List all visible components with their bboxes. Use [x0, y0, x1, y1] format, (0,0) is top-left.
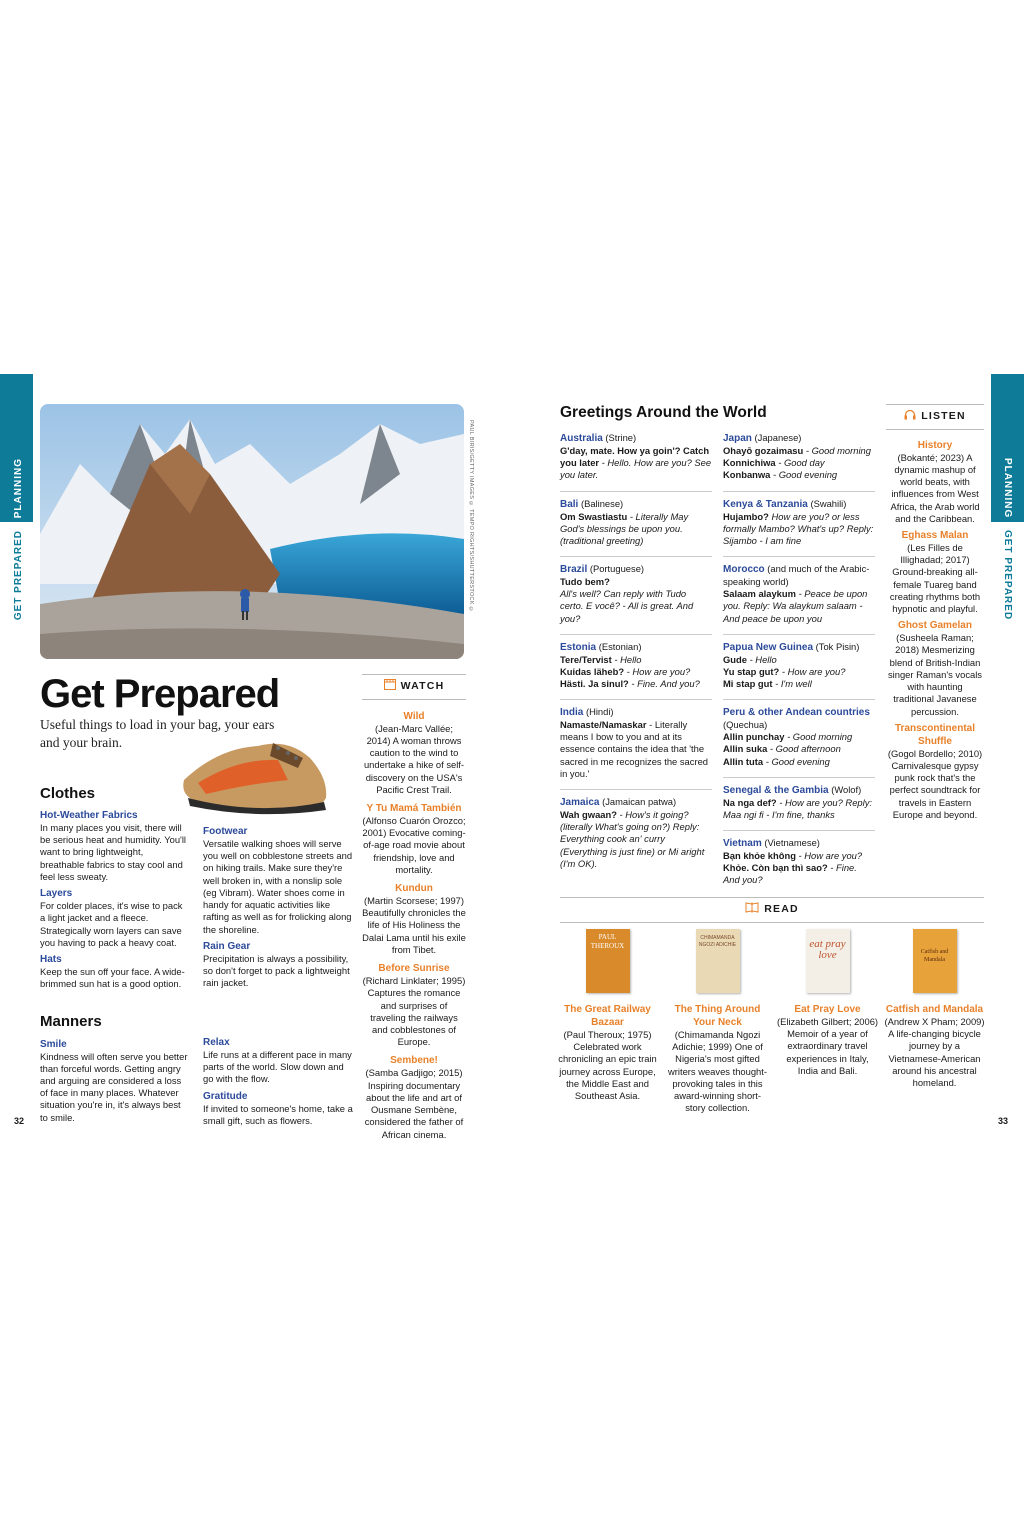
language: (Jamaican patwa) [599, 796, 677, 807]
language: (Strine) [602, 432, 637, 443]
item-text: In many places you visit, there will be serious heat and humidity. You'll want to bring lightweight, breathable fabrics to stay cool and feel less sweaty. [40, 822, 186, 882]
page-number-right: 33 [998, 1116, 1009, 1126]
item-title: Smile [40, 1038, 67, 1050]
meaning: - How are you? [624, 666, 691, 678]
meaning: - How's it going? (literally What's going on?) Reply: Everything cook an' curry (Everything is just fine) or Mi aright (I'm OK). [560, 809, 705, 869]
greeting-jamaica [560, 796, 712, 870]
country-name: Peru & other Andean countries [723, 707, 870, 718]
book-cover: CHIMAMANDA NGOZI ADICHIE [696, 929, 740, 993]
item-title: Hot-Weather Fabrics [40, 810, 138, 821]
greeting-bali [560, 498, 712, 548]
page-title: Get Prepared [40, 672, 280, 716]
phrase: Na nga def? [723, 797, 777, 808]
book-catfish-and-mandala [882, 929, 987, 1089]
meaning: - Peace be upon you. Reply: Wa alaykum salaam - And peace be upon you [723, 588, 868, 624]
meaning: - I'm well [772, 678, 812, 690]
meaning: - Good day [775, 457, 825, 469]
clothes-section [40, 784, 190, 804]
book-thing-around-your-neck [665, 929, 770, 1115]
meaning: - Literally means I bow to you and at its essence contains the idea that 'the sacred in me recognizes the sacred in you.' [560, 719, 708, 779]
language: (Swahili) [807, 498, 847, 509]
meaning: - Hello [611, 654, 642, 665]
phrase: Hujambo? [723, 511, 769, 522]
meaning: - Good afternoon [767, 743, 841, 755]
item-title: Rain Gear [203, 940, 251, 952]
country-name: Brazil [560, 564, 588, 575]
book-title: The Thing Around Your Neck [674, 1004, 761, 1028]
country-name: Papua New Guinea [723, 642, 814, 653]
book-great-railway-bazaar [555, 929, 660, 1102]
greeting-kenya-tanzania [723, 498, 875, 548]
language: (Vietnamese) [761, 837, 820, 848]
book-title: Catfish and Mandala [885, 1004, 984, 1015]
meaning: All's well? Can reply with Tudo certo. E você? - All is great. And you? [560, 588, 694, 624]
item-title: Relax [203, 1037, 230, 1048]
phrase: Salaam alaykum [723, 588, 796, 600]
language: (Wolof) [828, 784, 862, 795]
language: (Hindi) [583, 706, 614, 717]
greeting-morocco [723, 563, 875, 625]
divider [723, 491, 875, 492]
phrase: Tere/Tervist [560, 654, 612, 665]
book-text: (Andrew X Pham; 2009) A life-changing bicycle journey by a Vietnamese-American around his ancestral homeland. [884, 1016, 985, 1089]
item-title: Hats [40, 953, 62, 965]
phrase: Khỏe. Còn bạn thì sao? [723, 862, 828, 874]
film-text: (Jean-Marc Vallée; 2014) A woman throws caution to the wind to undertake a hike of self-discovery on the USA's Pacific Crest Trail. [363, 722, 465, 795]
language: (and much of the Arabic-speaking world) [723, 563, 870, 587]
listen-header [886, 404, 984, 430]
watch-section [362, 674, 466, 1143]
phrase: Kuidas läheb? [560, 666, 625, 678]
book-cover: PAUL THEROUX [586, 929, 630, 993]
listen-section [886, 404, 984, 823]
country-name: Kenya & Tanzania [723, 499, 808, 510]
film-text: (Martin Scorsese; 1997) Beautifully chronicles the life of His Holiness the Dalai Lama until his exile from Tibet. [362, 895, 466, 955]
greeting-png [723, 641, 875, 691]
meaning: - Good morning [803, 445, 871, 456]
greeting-brazil [560, 563, 712, 625]
phrase: Tudo bem? [560, 576, 610, 587]
item-text: Kindness will often serve you better than forceful words. Getting angry and arguing are considered a loss of face in many places. Whatever situation you're in, it's always best to smile. [40, 1050, 188, 1123]
divider [560, 491, 712, 492]
language: (Quechua) [723, 719, 768, 730]
read-section [560, 897, 984, 923]
meaning: How are you? or less formally Mambo? What's up? Reply: Sijambo - I am fine [723, 511, 874, 547]
greeting-peru [723, 706, 875, 768]
book-text: (Paul Theroux; 1975) Celebrated work chronicling an epic train journey across Europe, the Middle East and Southeast Asia. [558, 1029, 657, 1102]
greeting-australia [560, 432, 712, 482]
manners-col-1 [40, 1012, 190, 1126]
country-name: Vietnam [723, 838, 762, 849]
phrase: Wah gwaan? [560, 809, 617, 820]
meaning: - Hello. How are you? See you later. [560, 457, 712, 481]
country-name: India [560, 707, 584, 718]
item-text: If invited to someone's home, take a small gift, such as flowers. [203, 1102, 353, 1126]
phrase: Om Swastiastu [560, 511, 628, 522]
book-eat-pray-love [775, 929, 880, 1077]
phrase: Allin tuta [723, 755, 764, 767]
album-text: (Bokanté; 2023) A dynamic mashup of world beats, with influences from West Africa, the Arab world and the Caribbean. [890, 451, 980, 524]
meaning: - How are you? [795, 850, 863, 861]
clothes-col-2 [203, 825, 353, 991]
country-name: Bali [560, 499, 579, 510]
album-text: (Gogol Bordello; 2010) Carnivalesque gypsy punk rock that's the perfect soundtrack for travels in Eastern Europe and beyond. [887, 747, 983, 820]
listen-label: LISTEN [921, 410, 966, 422]
meaning: - Good evening [763, 755, 830, 767]
read-header [560, 897, 984, 923]
item-title: Footwear [203, 826, 248, 837]
item-text: Versatile walking shoes will serve you well on cobblestone streets and on hiking trails. Make sure they're well broken in, with a nonslip sole (eg Vibram). Water shoes come in handy for aquatic activities like rafting as well as for frolicking along the shoreline. [203, 838, 353, 935]
album-title: Eghass Malan [901, 529, 969, 541]
intro-text: Useful things to load in your bag, your ears and your brain. [40, 717, 275, 750]
hero-mountain-photo [40, 404, 464, 659]
meaning: - Good evening [770, 469, 838, 481]
divider [560, 634, 712, 635]
language: (Balinese) [578, 498, 624, 509]
divider [723, 830, 875, 831]
language: (Japanese) [751, 432, 802, 443]
film-title: Y Tu Mamá También [366, 802, 462, 814]
book-cover: Catfish and Mandala [913, 929, 957, 993]
language: (Tok Pisin) [813, 641, 860, 652]
phrase: Namaste/Namaskar [560, 719, 647, 730]
phrase: Ohayō gozaimasu [723, 445, 804, 456]
film-title: Sembene! [390, 1055, 438, 1067]
item-title: Layers [40, 888, 73, 900]
meaning: - Hello [746, 654, 777, 665]
item-text: Life runs at a different pace in many parts of the world. Slow down and go with the flow. [203, 1049, 352, 1085]
country-name: Estonia [560, 642, 597, 653]
meaning: - How are you? Reply: Maa ngi fi - I'm fine, thanks [723, 797, 873, 821]
country-name: Australia [560, 433, 603, 444]
divider [560, 789, 712, 790]
greetings-heading: Greetings Around the World [560, 404, 767, 421]
watch-header [362, 674, 466, 700]
hiking-shoe-image [178, 728, 330, 818]
film-text: (Alfonso Cuarón Orozco; 2001) Evocative coming-of-age road movie about friendship, love and mortality. [362, 814, 466, 875]
planning-tab-label-right: PLANNING [1002, 458, 1013, 519]
divider [560, 699, 712, 700]
read-label: READ [764, 903, 799, 915]
greeting-estonia [560, 641, 712, 691]
divider [723, 634, 875, 635]
item-text: For colder places, it's wise to pack a light jacket and a fleece. Strategically worn layers can save you having to pack a heavy coat. [40, 900, 183, 948]
photo-credit: PAUL BIRIS/GETTY IMAGES © TEMPO RIGHTS/SHUTTERSTOCK © [468, 420, 475, 613]
greeting-india [560, 706, 712, 780]
planning-tab-label: PLANNING [13, 458, 24, 519]
language: (Estonian) [596, 641, 642, 652]
greeting-vietnam [723, 837, 875, 887]
language: (Portuguese) [587, 563, 645, 574]
meaning: - Literally May God's blessings be upon you. (traditional greeting) [560, 511, 689, 547]
page-number-left: 32 [14, 1116, 25, 1126]
meaning: - Fine. And you? [723, 862, 857, 886]
divider [723, 699, 875, 700]
film-text: (Samba Gadjigo; 2015) Inspiring documentary about the life and art of Ousmane Sembène, considered the father of African cinema. [364, 1067, 464, 1140]
phrase: Mi stap gut [723, 678, 773, 690]
film-title: Before Sunrise [378, 963, 450, 975]
film-title: Kundun [395, 883, 433, 895]
divider [723, 556, 875, 557]
film-text: (Richard Linklater; 1995) Captures the romance and surprises of traveling the railways and cobblestones of Europe. [362, 975, 466, 1048]
phrase: Konnichiwa [723, 457, 776, 469]
divider [560, 556, 712, 557]
get-prepared-tab-label: GET PREPARED [13, 530, 24, 621]
book-title: Eat Pray Love [794, 1004, 861, 1015]
album-title: Transcontinental Shuffle [894, 722, 975, 747]
greeting-japan [723, 432, 875, 482]
clothes-heading: Clothes [40, 785, 96, 802]
country-name: Japan [723, 433, 752, 444]
phrase: G'day, mate. How ya goin'? Catch you later [560, 445, 710, 469]
phrase: Bạn khỏe không [723, 850, 796, 861]
album-title: Ghost Gamelan [898, 620, 972, 632]
get-prepared-tab-label-right: GET PREPARED [1002, 530, 1013, 621]
phrase: Yu stap gut? [723, 666, 780, 678]
item-title: Gratitude [203, 1090, 248, 1102]
item-text: Precipitation is always a possibility, so don't forget to pack a lightweight rain jacket. [203, 952, 350, 989]
film-icon [384, 679, 396, 695]
book-text: (Elizabeth Gilbert; 2006) Memoir of a year of extraordinary travel experiences in Italy, India and Bali. [776, 1016, 879, 1076]
country-name: Jamaica [560, 797, 600, 808]
headphones-icon [904, 409, 916, 425]
country-name: Senegal & the Gambia [723, 785, 829, 796]
book-text: (Chimamanda Ngozi Adichie; 1999) One of Nigeria's most gifted writers weaves thought-provoking tales in this award-winning short-story collection. [667, 1029, 767, 1114]
album-text: (Susheela Raman; 2018) Mesmerizing blend of British-Indian singer Raman's vocals with haunting traditional Javanese percussion. [887, 632, 982, 717]
item-text: Keep the sun off your face. A wide-brimmed sun hat is a good option. [40, 965, 185, 990]
divider [723, 777, 875, 778]
greeting-senegal [723, 784, 875, 821]
book-title: The Great Railway Bazaar [564, 1004, 651, 1028]
manners-col-2 [203, 1036, 353, 1129]
album-text: (Les Filles de Illighadad; 2017) Ground-breaking all-female Tuareg band creating rhythms both hypnotic and playful. [889, 541, 981, 615]
country-name: Morocco [723, 564, 765, 575]
book-cover: eat pray love [806, 929, 850, 993]
phrase: Konbanwa [723, 469, 771, 481]
book-icon [745, 902, 759, 918]
phrase: Gude [723, 654, 747, 665]
meaning: - How are you? [779, 666, 846, 678]
meaning: - Good morning [784, 731, 853, 743]
phrase: Hästi. Ja sinul? [560, 678, 629, 690]
clothes-col-1 [40, 809, 190, 992]
album-title: History [917, 439, 953, 451]
manners-heading: Manners [40, 1013, 102, 1030]
film-title: Wild [403, 710, 425, 722]
meaning: - Fine. And you? [628, 678, 700, 690]
watch-label: WATCH [400, 680, 445, 692]
phrase: Allin punchay [723, 731, 785, 743]
phrase: Allin suka [723, 743, 768, 755]
